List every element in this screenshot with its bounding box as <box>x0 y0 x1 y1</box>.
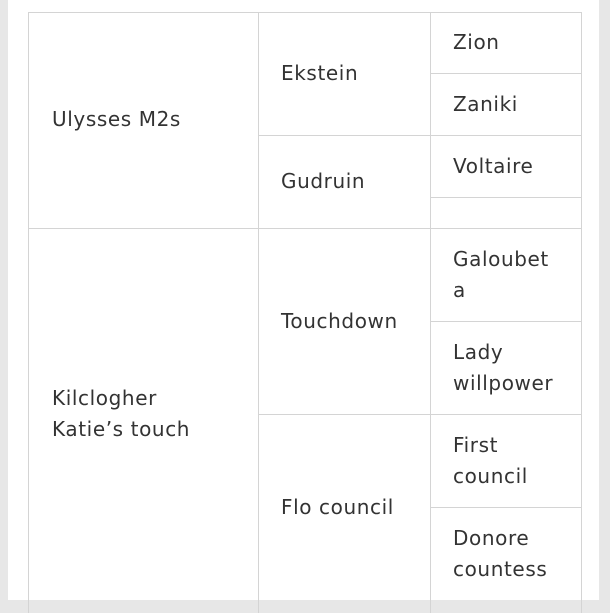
row-divider <box>430 507 581 508</box>
row-divider <box>258 135 581 136</box>
dam-dam-sire-line2: council <box>453 464 528 488</box>
dam-name-line2: Katie’s touch <box>52 417 191 441</box>
sire-dam-name: Gudruin <box>281 169 366 193</box>
sire-name: Ulysses M2s <box>52 107 181 131</box>
dam-sire-sire-line1: Galoubet <box>453 247 549 271</box>
row-divider <box>29 228 581 229</box>
column-divider <box>430 13 431 613</box>
row-divider <box>430 197 581 198</box>
dam-sire-sire-line2: a <box>453 278 466 302</box>
sire-dam-sire-name: Voltaire <box>453 154 534 178</box>
dam-dam-dam-line2: countess <box>453 557 548 581</box>
sire-sire-name: Ekstein <box>281 61 359 85</box>
dam-sire-dam-line1: Lady <box>453 340 504 364</box>
dam-sire-dam-line2: willpower <box>453 371 554 395</box>
row-divider <box>430 321 581 322</box>
dam-sire-name: Touchdown <box>281 309 398 333</box>
dam-name-line1: Kilclogher <box>52 386 157 410</box>
dam-dam-sire-line1: First <box>453 433 499 457</box>
row-divider <box>430 73 581 74</box>
sire-sire-dam-name: Zaniki <box>453 92 518 116</box>
content-card <box>8 0 599 600</box>
column-divider <box>258 13 259 613</box>
dam-dam-name: Flo council <box>281 495 394 519</box>
dam-dam-dam-line1: Donore <box>453 526 530 550</box>
pedigree-table <box>28 12 582 613</box>
row-divider <box>258 414 581 415</box>
sire-sire-sire-name: Zion <box>453 30 500 54</box>
